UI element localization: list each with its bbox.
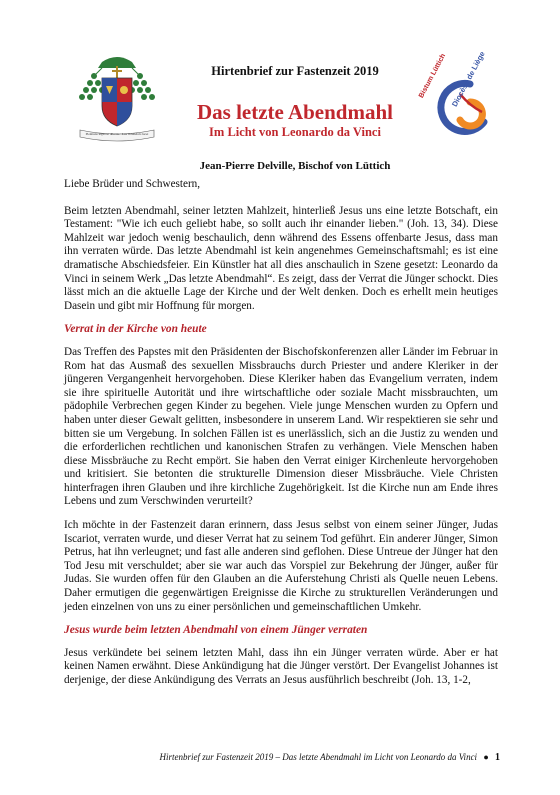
page-footer [60,752,500,763]
section-heading-2: Jesus wurde beim letzten Abendmahl von einem Jünger verraten [64,624,368,637]
letter-kicker: Hirtenbrief zur Fastenzeit 2019 [211,64,379,78]
coat-of-arms-image [72,50,162,145]
paragraph-1: Beim letzten Abendmahl, seiner letzten Mahlzeit, hinterließ Jesus uns eine letzte Botschaft, ein Testament: "Wie ich euch geliebt habe, so sollt auch ihr einander lieben." (Joh. 13, 34). Diese Mahlzeit war jedoch wenig beschaulich, denn während des Essens offenbarte Jesus, dass man ihn verraten würde. Das letzte Abendmahl ist kein angenehmes Gemeinschaftsmahl; es ist eine dramatische Abschiedsfeier. Ein Künstler hat all dies anschaulich in Szene gesetzt: Leonardo da Vinci in seinem Werk „Das letzte Abendmahl“. Es zeigt, dass der Verrat die Jünger schockt. Dies lässt mich an die aktuelle Lage der Kirche und der Welt denken. Doch es erhellt mein heutiges Dasein und gibt mir Hoffnung für morgen. [64,204,498,312]
paragraph-2: Das Treffen des Papstes mit den Präsidenten der Bischofskonferenzen aller Länder im Februar in Rom hat das Ausmaß des sexuellen Missbrauchs durch Priester und andere Kleriker in der jüngeren Vergangenheit hervorgehoben. Diese Kleriker haben das Evangelium verraten, indem sie ihre spirituelle Autorität und ihre wirtschaftliche oder soziale Macht missbrauchten, um pädophile Verbrechen gegen Kinder zu begehen. Viele junge Menschen wurden zu Opfern und haben unter dieser Gewalt gelitten, insbesondere in unserem Land. Wir respektieren sie sehr und bitten sie um Vergebung. In solchen Fällen ist es unerlässlich, sich an die Justiz zu wenden und die erforderlichen rechtlichen und kanonischen Strafen zu verhängen. Viele Menschen haben diese Missbräuche zu Recht empört. Sie haben den Verrat einiger Kirchenleute hervorgehoben und kritisiert. Sie betonten die strukturelle Dimension dieser Missbräuche. Viele Christen hinterfragen ihren Glauben und ihre kirchliche Zugehörigkeit. Ist die Kirche nun am Ende ihres Lebens und zum Verschwinden verurteilt? [64,345,498,508]
footer-bullet: ● [483,752,489,762]
greeting: Liebe Brüder und Schwestern, [64,178,201,190]
paragraph-4: Jesus verkündete bei seinem letzten Mahl, dass ihn ein Jünger verraten würde. Aber er hat keinen Namen erwähnt. Diese Ankündigung hat die Jünger verstört. Der Evangelist Johannes ist derjenige, der diese Ankündigung des Verrats an Jesus ausführlich beschreibt (Joh. 13, 1-2, [64,646,498,686]
letter-body [64,178,498,698]
footer-text: Hirtenbrief zur Fastenzeit 2019 – Das letzte Abendmahl im Licht von Leonardo da Vinci [159,752,478,762]
author-line: Jean-Pierre Delville, Bischof von Lüttich [199,160,391,172]
page-number: 1 [495,752,500,763]
coat-of-arms-motto: Plenitudo legis est dilectio · Lux in tenebris lucet [85,132,149,136]
page-title: Das letzte Abendmahl [197,100,393,124]
header-block [170,64,420,172]
section-heading-1: Verrat in der Kirche von heute [64,323,207,336]
logo-text-top: Bistum Lüttich [418,52,448,100]
page-subtitle: Im Licht von Leonardo da Vinci [209,125,381,139]
paragraph-3: Ich möchte in der Fastenzeit daran erinnern, dass Jesus selbst von einem seiner Jünger, Judas Iscariot, verraten wurde, und dieser Verrat hat zu seinem Tod geführt. Ein anderer Jünger, Simon Petrus, hat ihn verleugnet; und fast alle anderen sind geflohen. Diese Untreue der Jünger hat den Tod Jesu mit verschuldet; aber sie war auch das Vorspiel zur Bekehrung der Jünger, außer für Judas. Sie wurden offen für den Glauben an die Auferstehung Christi als Quelle neuen Lebens. Daher ermutigen die gegenwärtigen Ereignisse die Kirche zu strukturellen Veränderungen und jeden einzelnen von uns zu einer persönlichen und gemeinschaftlichen Umkehr. [64,519,498,613]
logo-text-side: Diocèse de Liège [450,49,487,109]
